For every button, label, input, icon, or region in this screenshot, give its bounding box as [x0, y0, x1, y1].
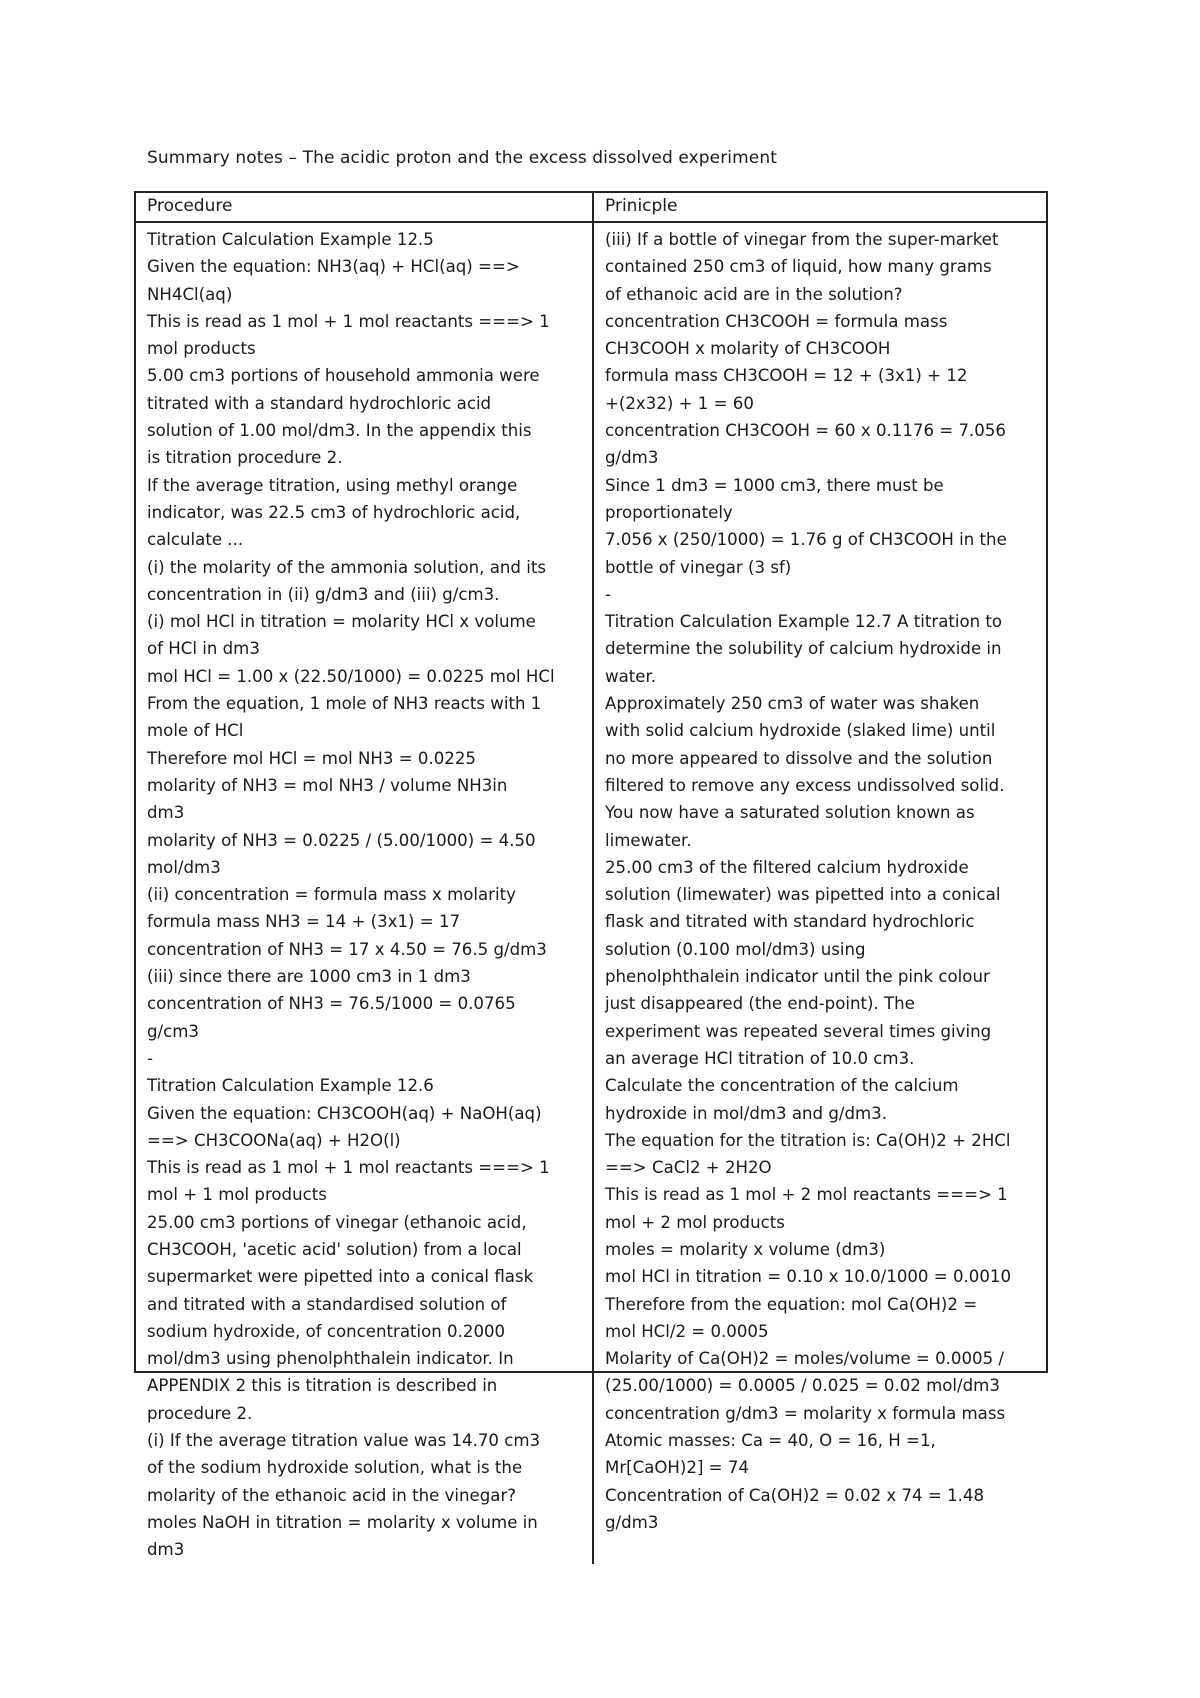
text-line: You now have a saturated solution known as	[605, 803, 975, 823]
text-line: The equation for the titration is: Ca(OH)2 + 2HCl	[605, 1130, 1011, 1150]
text-line: ==> CH3COONa(aq) + H2O(l)	[147, 1130, 401, 1150]
text-line: mol HCl in titration = 0.10 x 10.0/1000 = 0.0010	[605, 1267, 1012, 1287]
text-line: of ethanoic acid are in the solution?	[605, 284, 903, 304]
text-line: and titrated with a standardised solution of	[147, 1294, 507, 1314]
text-line: 7.056 x (250/1000) = 1.76 g of CH3COOH in the	[605, 530, 1007, 550]
text-line: experiment was repeated several times giving	[605, 1021, 992, 1041]
text-line: +(2x32) + 1 = 60	[605, 393, 754, 413]
text-line: (iii) since there are 1000 cm3 in 1 dm3	[147, 967, 471, 987]
text-line: ==> CaCl2 + 2H2O	[605, 1158, 772, 1178]
text-line: CH3COOH x molarity of CH3COOH	[605, 339, 891, 359]
text-line: Therefore from the equation: mol Ca(OH)2 =	[605, 1294, 978, 1314]
text-line: g/cm3	[147, 1021, 199, 1041]
text-line: titrated with a standard hydrochloric acid	[147, 393, 492, 413]
text-line: Titration Calculation Example 12.6	[147, 1076, 434, 1096]
principle-header: Prinicple	[594, 193, 1046, 223]
text-line: flask and titrated with standard hydrochloric	[605, 912, 975, 932]
text-line: Titration Calculation Example 12.5	[147, 230, 434, 249]
text-line: (i) If the average titration value was 14.70 cm3	[147, 1431, 541, 1451]
text-line: mol HCl/2 = 0.0005	[605, 1321, 769, 1341]
text-line: determine the solubility of calcium hydroxide in	[605, 639, 1002, 659]
text-line: of HCl in dm3	[147, 639, 260, 659]
text-line: 25.00 cm3 of the filtered calcium hydroxide	[605, 857, 969, 877]
text-line: APPENDIX 2 this is titration is described in	[147, 1376, 498, 1396]
text-line: This is read as 1 mol + 2 mol reactants ===> 1	[605, 1185, 1008, 1205]
text-line: concentration CH3COOH = 60 x 0.1176 = 7.056	[605, 421, 1006, 441]
text-line: sodium hydroxide, of concentration 0.2000	[147, 1321, 506, 1341]
text-line: (i) mol HCl in titration = molarity HCl x volume	[147, 612, 536, 632]
text-line: If the average titration, using methyl orange	[147, 475, 518, 495]
text-line: limewater.	[605, 830, 692, 850]
document-title: Summary notes – The acidic proton and the excess dissolved experiment	[147, 148, 777, 168]
text-line: 25.00 cm3 portions of vinegar (ethanoic acid,	[147, 1212, 527, 1232]
text-line: Approximately 250 cm3 of water was shaken	[605, 694, 980, 714]
text-line: NH4Cl(aq)	[147, 284, 233, 304]
text-line: mol/dm3	[147, 857, 221, 877]
text-line: mol HCl = 1.00 x (22.50/1000) = 0.0225 mol HCl	[147, 666, 555, 686]
text-line: mole of HCl	[147, 721, 244, 741]
text-line: g/dm3	[605, 1512, 659, 1532]
text-line: calculate ...	[147, 530, 244, 550]
text-line: moles = molarity x volume (dm3)	[605, 1239, 886, 1259]
text-line: bottle of vinegar (3 sf)	[605, 557, 792, 577]
text-line: proportionately	[605, 502, 733, 522]
notes-table	[134, 191, 1048, 1560]
text-line: concentration of NH3 = 76.5/1000 = 0.0765	[147, 994, 516, 1014]
text-line: procedure 2.	[147, 1403, 253, 1423]
text-line: mol + 2 mol products	[605, 1212, 785, 1232]
text-line: molarity of NH3 = 0.0225 / (5.00/1000) = 4.50	[147, 830, 536, 850]
text-line: an average HCl titration of 10.0 cm3.	[605, 1048, 915, 1068]
text-line: mol products	[147, 339, 256, 359]
text-line: phenolphthalein indicator until the pink colour	[605, 967, 990, 987]
text-line: CH3COOH, 'acetic acid' solution) from a local	[147, 1239, 522, 1259]
text-line: Atomic masses: Ca = 40, O = 16, H =1,	[605, 1431, 936, 1451]
text-line: indicator, was 22.5 cm3 of hydrochloric acid,	[147, 502, 521, 522]
text-line: dm3	[147, 803, 185, 823]
text-line: concentration g/dm3 = molarity x formula mass	[605, 1403, 1006, 1423]
principle-cell	[594, 223, 1046, 1564]
text-line: water.	[605, 666, 657, 686]
text-line: concentration of NH3 = 17 x 4.50 = 76.5 g/dm3	[147, 939, 547, 959]
text-line: concentration CH3COOH = formula mass	[605, 311, 948, 331]
text-line: Mr[CaOH)2] = 74	[605, 1458, 749, 1478]
text-line: mol + 1 mol products	[147, 1185, 327, 1205]
text-line: (i) the molarity of the ammonia solution, and its	[147, 557, 546, 577]
text-line: solution (0.100 mol/dm3) using	[605, 939, 866, 959]
text-line: Since 1 dm3 = 1000 cm3, there must be	[605, 475, 944, 495]
text-line: moles NaOH in titration = molarity x volume in	[147, 1512, 538, 1532]
text-line: solution (limewater) was pipetted into a conical	[605, 885, 1001, 905]
text-line: contained 250 cm3 of liquid, how many grams	[605, 257, 992, 277]
text-line: formula mass NH3 = 14 + (3x1) = 17	[147, 912, 461, 932]
text-line: This is read as 1 mol + 1 mol reactants ===> 1	[147, 311, 550, 331]
text-line: hydroxide in mol/dm3 and g/dm3.	[605, 1103, 888, 1123]
procedure-cell	[136, 223, 594, 1564]
text-line: From the equation, 1 mole of NH3 reacts with 1	[147, 694, 542, 714]
text-line: Concentration of Ca(OH)2 = 0.02 x 74 = 1.48	[605, 1485, 985, 1505]
text-line: (iii) If a bottle of vinegar from the super-market	[605, 230, 999, 249]
text-line: Titration Calculation Example 12.7 A titration to	[605, 612, 1003, 632]
text-line: Therefore mol HCl = mol NH3 = 0.0225	[147, 748, 476, 768]
text-line: no more appeared to dissolve and the solution	[605, 748, 993, 768]
text-line: Calculate the concentration of the calcium	[605, 1076, 959, 1096]
text-line: (25.00/1000) = 0.0005 / 0.025 = 0.02 mol/dm3	[605, 1376, 1000, 1396]
text-line: just disappeared (the end-point). The	[605, 994, 915, 1014]
text-line: Given the equation: CH3COOH(aq) + NaOH(aq)	[147, 1103, 542, 1123]
text-line: molarity of NH3 = mol NH3 / volume NH3in	[147, 775, 508, 795]
text-line: concentration in (ii) g/dm3 and (iii) g/cm3.	[147, 584, 500, 604]
text-line: molarity of the ethanoic acid in the vinegar?	[147, 1485, 517, 1505]
text-line: (ii) concentration = formula mass x molarity	[147, 885, 516, 905]
text-line: supermarket were pipetted into a conical flask	[147, 1267, 534, 1287]
text-line: filtered to remove any excess undissolved solid.	[605, 775, 1005, 795]
procedure-header: Procedure	[136, 193, 594, 223]
text-line: solution of 1.00 mol/dm3. In the appendix this	[147, 421, 532, 441]
text-line: g/dm3	[605, 448, 659, 468]
text-line: dm3	[147, 1540, 185, 1560]
text-line: Given the equation: NH3(aq) + HCl(aq) ==>	[147, 257, 520, 277]
text-line: is titration procedure 2.	[147, 448, 343, 468]
text-line: formula mass CH3COOH = 12 + (3x1) + 12	[605, 366, 968, 386]
text-line: Molarity of Ca(OH)2 = moles/volume = 0.0005 /	[605, 1349, 1005, 1369]
text-line: mol/dm3 using phenolphthalein indicator. In	[147, 1349, 514, 1369]
text-line: with solid calcium hydroxide (slaked lime) until	[605, 721, 996, 741]
text-line: This is read as 1 mol + 1 mol reactants ===> 1	[147, 1158, 550, 1178]
text-line: 5.00 cm3 portions of household ammonia were	[147, 366, 540, 386]
text-line: -	[147, 1048, 153, 1068]
text-line: of the sodium hydroxide solution, what is the	[147, 1458, 523, 1478]
text-line: -	[605, 584, 611, 604]
